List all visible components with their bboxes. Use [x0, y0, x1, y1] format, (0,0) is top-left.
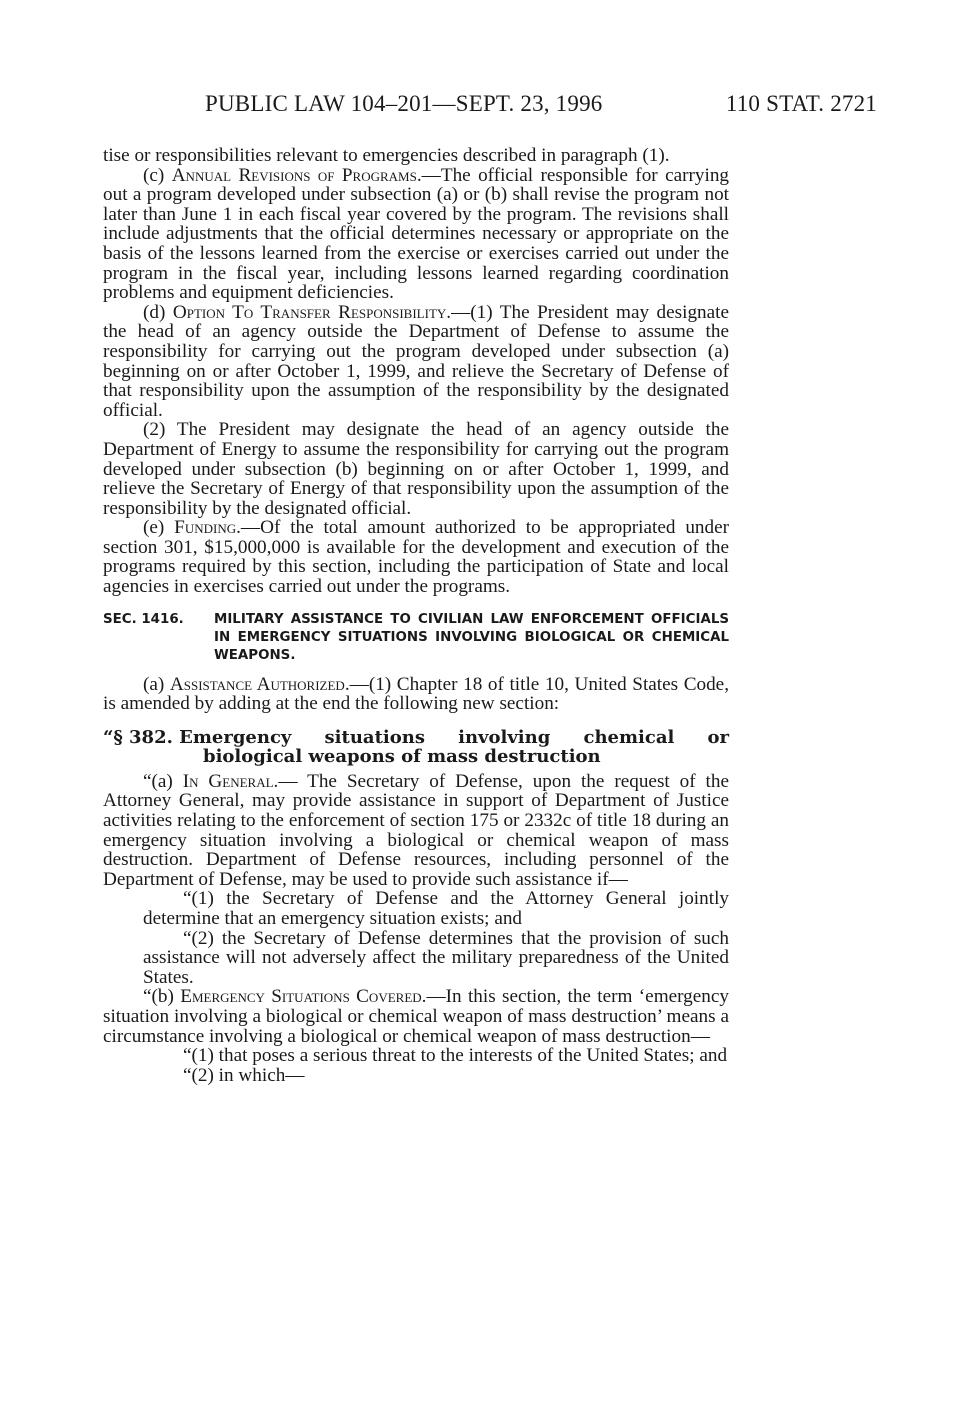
- heading-word: situations: [324, 726, 425, 748]
- section-number: SEC. 1416.: [103, 611, 184, 627]
- subsection-a-label: (a): [143, 673, 170, 695]
- in-general-subsection: [103, 772, 729, 890]
- emergency-heading: Emergency Situations Covered.: [180, 986, 427, 1008]
- section-382-heading: [103, 728, 729, 766]
- subsection-d-label: (d): [143, 301, 173, 323]
- heading-word: involving: [458, 726, 551, 748]
- section-1416-heading: [103, 611, 729, 665]
- section-382-heading-line-2: biological weapons of mass destruction: [203, 745, 601, 767]
- emergency-item-2: “(2) in which—: [183, 1064, 305, 1086]
- in-general-item-1: “(1) the Secretary of Defense and the Attorney General jointly determine that an emergency situation exists; and: [143, 888, 729, 929]
- subsection-d: [103, 303, 729, 421]
- subsection-d-text: —(1) The President may designate the head of an agency outside the Department of Defense to assume the responsibility for carrying out the program developed under subsection (a) beginning on or after October 1, 1999, and relieve the Secretary of Defense of that responsibility upon the assumption of the responsibility by the designated official.: [103, 301, 730, 421]
- header-stat-page: 110 STAT. 2721: [725, 91, 877, 116]
- section-382-heading-line-1: [103, 728, 729, 747]
- emergency-label: “(b): [143, 986, 181, 1008]
- section-title: MILITARY ASSISTANCE TO CIVILIAN LAW ENFORCEMENT OFFICIALS IN EMERGENCY SITUATIONS INVOLVING BIOLOGICAL OR CHEMICAL WEAPONS.: [214, 611, 729, 663]
- subsection-a-text: —(1) Chapter 18 of title 10, United States Code, is amended by adding at the end the following new section:: [103, 673, 729, 715]
- in-general-heading: In General.: [182, 770, 279, 792]
- subsection-a-heading: Assistance Authorized.: [169, 673, 350, 695]
- heading-word: chemical: [583, 726, 675, 748]
- subsection-d-paragraph-2: (2) The President may designate the head of an agency outside the Department of Energy to assume the responsibility for carrying out the program developed under subsection (b) beginning on or after October 1, 1999, and relieve the Secretary of Energy of that responsibility upon the assumption of the responsibility by the designated official.: [103, 419, 729, 519]
- subsection-e: [103, 518, 729, 596]
- header-citation: PUBLIC LAW 104–201—SEPT. 23, 1996: [205, 91, 603, 116]
- in-general-item-2: “(2) the Secretary of Defense determines that the provision of such assistance will not adversely affect the military preparedness of the United States.: [143, 927, 729, 988]
- subsection-e-heading: Funding.: [174, 517, 241, 539]
- continuation-paragraph: [103, 146, 729, 166]
- subsection-c-text: —The official responsible for carrying out a program developed under subsection (a) or (b) shall revise the program not later than June 1 in each fiscal year covered by the program. The revisions shall include adjustments that the official determines necessary or appropriate on the basis of the lessons learned from the exercise or exercises carried out under the program in the fiscal year, including lessons learned regarding coordination problems and equipment deficiencies.: [103, 164, 730, 304]
- in-general-label: “(a): [143, 770, 183, 792]
- emergency-item-1: “(1) that poses a serious threat to the interests of the United States; and: [183, 1045, 728, 1067]
- subsection-c-heading: Annual Revisions of Programs.: [171, 164, 422, 186]
- in-general-text: — The Secretary of Defense, upon the request of the Attorney General, may provide assistance in support of Department of Justice activities relating to the enforcement of section 175 or 2332c of title 18 during an emergency situation involving a biological or chemical weapon of mass destruction. Department of Defense resources, including personnel of the Department of Defense, may be used to provide such assistance if—: [103, 770, 730, 890]
- heading-word: or: [707, 726, 729, 748]
- emergency-situations-subsection: [103, 987, 729, 1046]
- heading-word: “§ 382. Emergency: [103, 726, 292, 748]
- subsection-d-heading: Option To Transfer Responsibility.: [172, 301, 452, 323]
- subsection-c-label: (c): [143, 164, 172, 186]
- continuation-text: tise or responsibilities relevant to emergencies described in paragraph (1).: [103, 145, 670, 166]
- running-head: [205, 91, 877, 121]
- emergency-text: —In this section, the term ‘emergency situation involving a biological or chemical weapon of mass destruction’ means a circumstance involving a biological or chemical weapon of mass destruction—: [103, 986, 729, 1047]
- subsection-a: [103, 675, 729, 714]
- subsection-e-label: (e): [143, 517, 175, 539]
- body-text: [103, 146, 729, 1085]
- subsection-c: [103, 166, 729, 303]
- subsection-e-text: —Of the total amount authorized to be appropriated under section 301, $15,000,000 is available for the development and execution of the programs required by this section, including the participation of State and local agencies in exercises carried out under the programs.: [103, 517, 730, 598]
